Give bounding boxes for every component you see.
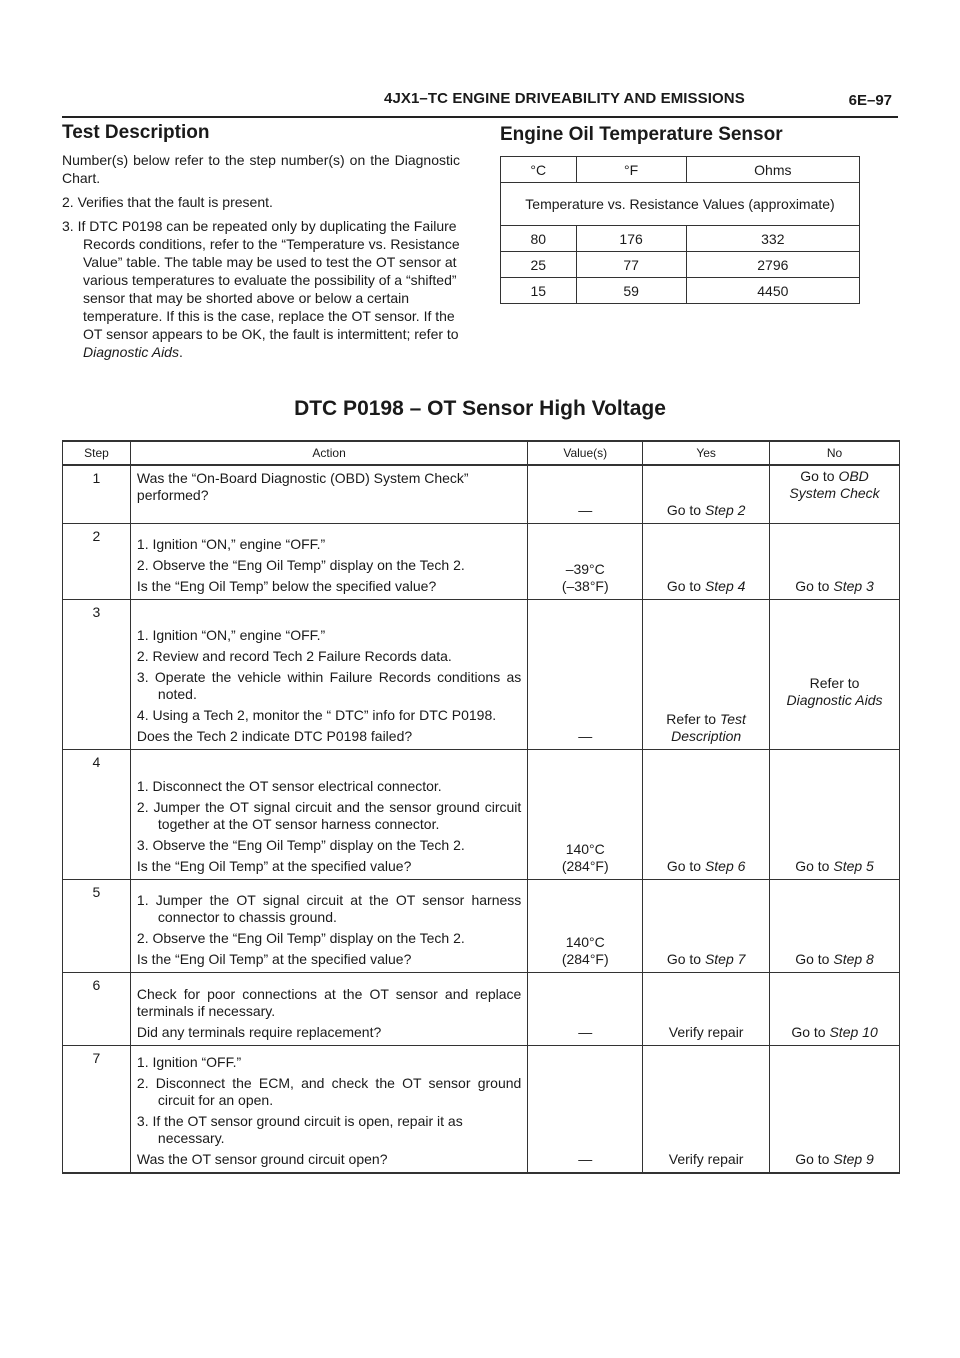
- action-item: 2. Disconnect the ECM, and check the OT sensor ground circuit for an open.: [136, 1075, 522, 1108]
- no-prefix: Go to: [791, 1023, 830, 1040]
- test-description-intro: Number(s) below refer to the step number(s) on the Diagnostic Chart.: [62, 152, 460, 186]
- page-header: [62, 88, 898, 118]
- dtc-title: DTC P0198 – OT Sensor High Voltage: [294, 397, 666, 420]
- value-celsius: 140°C: [565, 933, 605, 950]
- table-row: [63, 1045, 900, 1173]
- column-header-ohms: Ohms: [686, 157, 859, 183]
- step-question: Is the “Eng Oil Temp” at the specified value?: [136, 950, 412, 967]
- action-item: 4. Using a Tech 2, monitor the “ DTC” info for DTC P0198.: [136, 706, 497, 723]
- item-3-end: .: [178, 344, 183, 360]
- step-action: [130, 523, 527, 599]
- action-item: 3. Operate the vehicle within Failure Records conditions as noted.: [136, 668, 522, 702]
- table-row: [501, 252, 860, 278]
- table-cell: 332: [686, 226, 859, 252]
- step-number: 4: [63, 749, 131, 879]
- table-cell: 80: [501, 226, 577, 252]
- column-header-no: No: [770, 441, 900, 465]
- step-no: [770, 749, 900, 879]
- yes-prefix: Go to: [666, 950, 705, 967]
- yes-prefix: Go to: [666, 577, 705, 594]
- step-action: [130, 465, 527, 523]
- step-question: Was the OT sensor ground circuit open?: [136, 1151, 388, 1167]
- table-row: [63, 879, 900, 972]
- table-cell: 176: [576, 226, 686, 252]
- step-question: Is the “Eng Oil Temp” below the specified value?: [136, 577, 437, 594]
- sensor-table-heading: Engine Oil Temperature Sensor: [500, 124, 783, 145]
- yes-reference: Step 4: [704, 577, 746, 594]
- yes-prefix: Go to: [666, 857, 705, 874]
- step-question: Is the “Eng Oil Temp” at the specified value?: [136, 857, 412, 874]
- table-cell: 77: [576, 252, 686, 278]
- table-subheading-row: [501, 183, 860, 226]
- action-item: 1. Ignition “OFF.”: [136, 1054, 242, 1070]
- step-number: 7: [63, 1045, 131, 1173]
- action-item: 3. If the OT sensor ground circuit is open, repair it as necessary.: [136, 1113, 463, 1146]
- action-item: 2. Observe the “Eng Oil Temp” display on the Tech 2.: [136, 929, 465, 946]
- step-action: [130, 879, 527, 972]
- column-header-yes: Yes: [643, 441, 770, 465]
- step-yes: Verify repair: [643, 1045, 770, 1173]
- action-item: 1. Ignition “ON,” engine “OFF.”: [136, 535, 326, 552]
- step-yes: [643, 599, 770, 749]
- step-action: [130, 749, 527, 879]
- step-question: Does the Tech 2 indicate DTC P0198 failed?: [136, 727, 413, 744]
- test-description-section: [62, 124, 460, 367]
- step-no: [770, 465, 900, 523]
- step-value: [528, 749, 643, 879]
- table-cell: 4450: [686, 278, 859, 304]
- section-title: 4JX1–TC ENGINE DRIVEABILITY AND EMISSIONS: [384, 90, 745, 107]
- action-item: Check for poor connections at the OT sensor and replace terminals if necessary.: [136, 985, 522, 1019]
- no-prefix: Refer to: [809, 675, 860, 691]
- step-number: 6: [63, 972, 131, 1045]
- action-item: 1. Jumper the OT signal circuit at the OT sensor harness connector to chassis ground.: [136, 891, 522, 925]
- yes-reference: Step 6: [704, 857, 746, 874]
- table-row: [63, 523, 900, 599]
- value-fahrenheit: (284°F): [561, 857, 609, 874]
- yes-prefix: Go to: [666, 501, 705, 518]
- test-description-heading: Test Description: [62, 122, 210, 143]
- action-item: 1. Disconnect the OT sensor electrical connector.: [136, 777, 442, 794]
- column-header-fahrenheit: °F: [576, 157, 686, 183]
- action-item: 2. Observe the “Eng Oil Temp” display on the Tech 2.: [136, 556, 465, 573]
- table-cell: 25: [501, 252, 577, 278]
- action-item: 1. Ignition “ON,” engine “OFF.”: [136, 626, 326, 643]
- step-value: —: [528, 465, 643, 523]
- no-prefix: Go to: [795, 950, 834, 967]
- action-item: 3. Observe the “Eng Oil Temp” display on the Tech 2.: [136, 836, 465, 853]
- no-prefix: Go to: [800, 468, 839, 484]
- table-row: [63, 465, 900, 523]
- table-cell: 2796: [686, 252, 859, 278]
- step-number: 1: [63, 465, 131, 523]
- step-number: 2: [63, 523, 131, 599]
- no-reference: Step 10: [829, 1023, 878, 1040]
- step-yes: [643, 523, 770, 599]
- no-reference: Step 9: [833, 1151, 874, 1167]
- test-description-item-2: 2. Verifies that the fault is present.: [62, 194, 273, 210]
- table-row: [63, 749, 900, 879]
- item-3-text: 3. If DTC P0198 can be repeated only by duplicating the Failure Records conditions, refer to the “Temperature vs. Resistance Value” table. The table may be used to test the OT sensor at various temperatures to evaluate the possibility of a “shifted” sensor that may be shorted above or below a certain temperature. If this is the case, replace the OT sensor. If the OT sensor appears to be OK, the fault is intermittent; refer to: [62, 218, 460, 342]
- step-number: 3: [63, 599, 131, 749]
- column-header-values: Value(s): [528, 441, 643, 465]
- column-header-step: Step: [63, 441, 131, 465]
- table-row: [501, 278, 860, 304]
- step-value: —: [528, 972, 643, 1045]
- step-no: [770, 972, 900, 1045]
- action-item: 2. Review and record Tech 2 Failure Records data.: [136, 647, 452, 664]
- yes-reference: Test Description: [671, 710, 746, 744]
- diagnostic-steps-table: [62, 440, 900, 1174]
- no-reference: Step 3: [833, 577, 874, 594]
- sensor-table-section: [500, 124, 860, 304]
- step-action: [130, 599, 527, 749]
- table-cell: 15: [501, 278, 577, 304]
- no-prefix: Go to: [795, 1151, 834, 1167]
- diagnostic-aids-reference: Diagnostic Aids: [83, 344, 179, 360]
- step-yes: [643, 749, 770, 879]
- temperature-resistance-table: [500, 156, 860, 304]
- step-no: [770, 1045, 900, 1173]
- value-fahrenheit: (284°F): [561, 950, 609, 967]
- value-celsius: –39°C: [565, 560, 605, 577]
- steps-header-row: [63, 441, 900, 465]
- table-row: [501, 226, 860, 252]
- no-prefix: Go to: [795, 577, 834, 594]
- yes-prefix: Refer to: [666, 710, 720, 727]
- step-action: [130, 972, 527, 1045]
- step-yes: [643, 465, 770, 523]
- test-description-item-3: [62, 217, 460, 361]
- table-row: [63, 599, 900, 749]
- table-subheading: Temperature vs. Resistance Values (approximate): [501, 183, 860, 226]
- step-no: [770, 599, 900, 749]
- step-question: Was the “On-Board Diagnostic (OBD) System Check” performed?: [136, 470, 469, 503]
- step-question: Did any terminals require replacement?: [136, 1023, 382, 1040]
- step-action: [130, 1045, 527, 1173]
- value-fahrenheit: (–38°F): [561, 577, 609, 594]
- table-row: [63, 972, 900, 1045]
- table-cell: 59: [576, 278, 686, 304]
- column-header-action: Action: [130, 441, 527, 465]
- step-value: —: [528, 1045, 643, 1173]
- step-no: [770, 523, 900, 599]
- yes-reference: Step 2: [704, 501, 746, 518]
- no-reference: Step 5: [833, 857, 874, 874]
- step-value: [528, 523, 643, 599]
- no-prefix: Go to: [795, 857, 834, 874]
- step-no: [770, 879, 900, 972]
- value-celsius: 140°C: [565, 840, 605, 857]
- page-number: 6E–97: [848, 92, 892, 109]
- step-yes: Verify repair: [643, 972, 770, 1045]
- no-reference: Step 8: [833, 950, 874, 967]
- table-header-row: [501, 157, 860, 183]
- step-number: 5: [63, 879, 131, 972]
- step-value: —: [528, 599, 643, 749]
- step-value: [528, 879, 643, 972]
- no-reference: Diagnostic Aids: [786, 692, 883, 708]
- yes-reference: Step 7: [704, 950, 746, 967]
- step-yes: [643, 879, 770, 972]
- action-item: 2. Jumper the OT signal circuit and the sensor ground circuit together at the OT sensor harness connector.: [136, 798, 522, 832]
- column-header-celsius: °C: [501, 157, 577, 183]
- no-reference: OBD System Check: [789, 468, 880, 501]
